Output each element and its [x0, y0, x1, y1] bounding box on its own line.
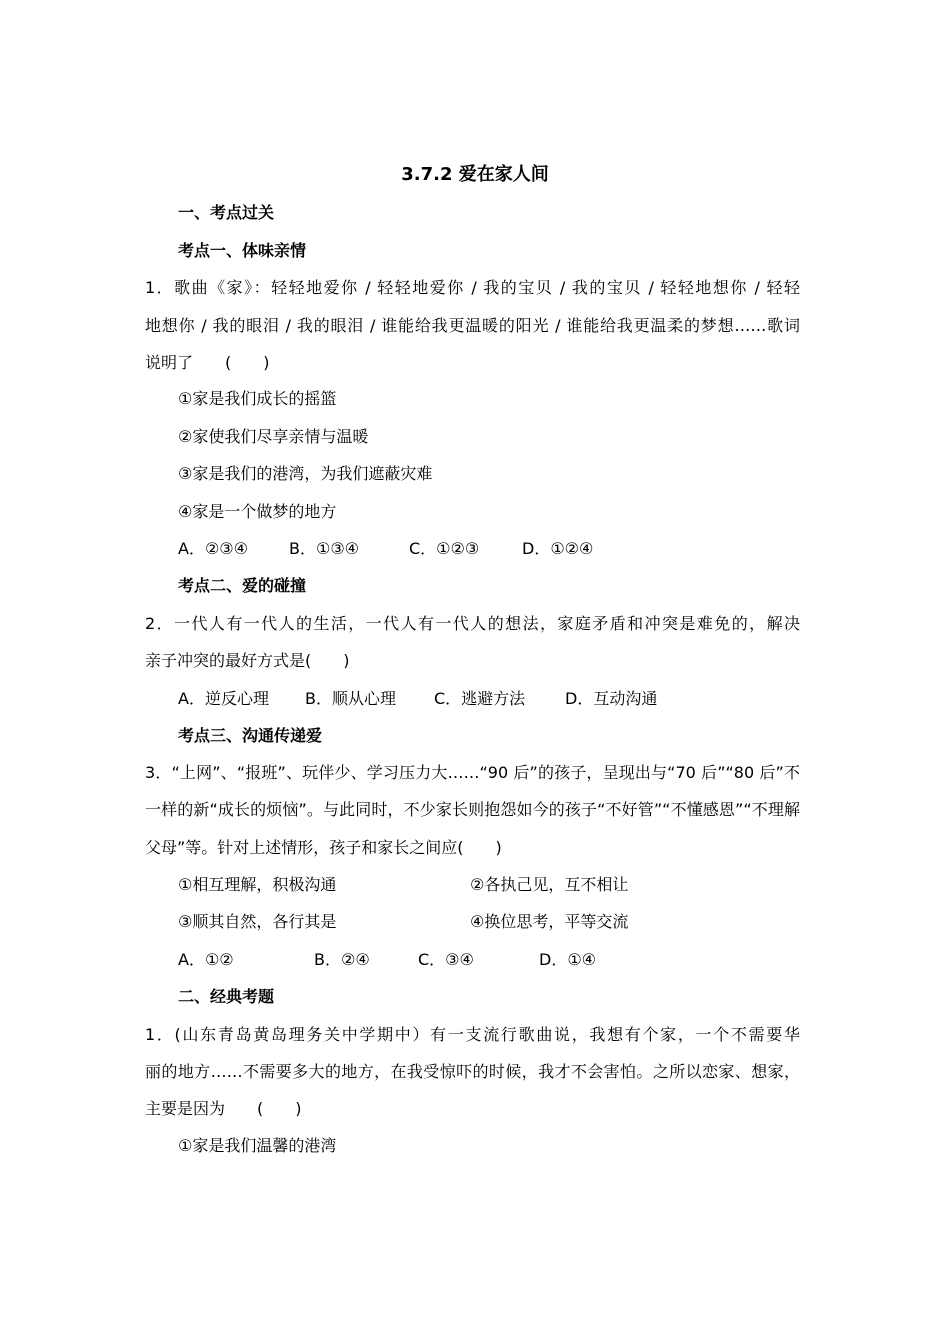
- question-1-choice-c: C．①②③: [409, 539, 480, 558]
- question-1-choice-b: B．①③④: [289, 539, 360, 558]
- question-1-item-1: ①家是我们成长的摇篮: [178, 389, 337, 408]
- question-3-line-3: 父母”等。针对上述情形，孩子和家长之间应( ): [145, 838, 502, 857]
- question-1-choice-a: A．②③④: [178, 539, 248, 558]
- question-1-item-2: ②家使我们尽享亲情与温暖: [178, 427, 369, 446]
- question-3-item-1: ①相互理解，积极沟通: [178, 875, 337, 894]
- question-2-choice-c: C．逃避方法: [434, 689, 526, 708]
- question-1-line-3: 说明了 ( ): [145, 353, 270, 372]
- document-title: 3.7.2 爱在家人间: [401, 164, 549, 185]
- question-2-line-2: 亲子冲突的最好方式是( ): [145, 651, 350, 670]
- question-3-choice-c: C．③④: [418, 950, 474, 969]
- question-2-choice-d: D．互动沟通: [565, 689, 658, 708]
- question-1-line-1: 1．歌曲《家》：轻轻地爱你 / 轻轻地爱你 / 我的宝贝 / 我的宝贝 / 轻轻地想你 / 轻轻: [145, 278, 800, 297]
- point-heading-1: 考点一、体味亲情: [178, 241, 307, 260]
- point-heading-3: 考点三、沟通传递爱: [178, 726, 323, 745]
- question-3-item-3: ③顺其自然，各行其是: [178, 912, 337, 931]
- question-3-line-2: 一样的新“成长的烦恼”。与此同时，不少家长则抱怨如今的孩子“不好管”“不懂感恩”“不理解: [145, 800, 800, 819]
- section-heading-1: 一、考点过关: [178, 203, 275, 222]
- question-1-line-2: 地想你 / 我的眼泪 / 我的眼泪 / 谁能给我更温暖的阳光 / 谁能给我更温柔的梦想……歌词: [145, 316, 800, 335]
- question-3-choice-d: D．①④: [539, 950, 597, 969]
- question-2-line-1: 2．一代人有一代人的生活，一代人有一代人的想法，家庭矛盾和冲突是难免的，解决: [145, 614, 800, 633]
- question-2-choice-b: B．顺从心理: [305, 689, 396, 708]
- point-heading-2: 考点二、爱的碰撞: [178, 576, 307, 595]
- classic-question-1-line-2: 丽的地方……不需要多大的地方，在我受惊吓的时候，我才不会害怕。之所以恋家、想家，: [145, 1062, 800, 1081]
- classic-question-1-line-3: 主要是因为 ( ): [145, 1099, 302, 1118]
- question-3-item-4: ④换位思考，平等交流: [470, 912, 629, 931]
- section-heading-2: 二、经典考题: [178, 987, 275, 1006]
- question-1-choice-d: D．①②④: [522, 539, 594, 558]
- question-3-choice-b: B．②④: [314, 950, 370, 969]
- question-3-choice-a: A．①②: [178, 950, 234, 969]
- question-1-item-3: ③家是我们的港湾，为我们遮蔽灾难: [178, 464, 433, 483]
- question-2-choice-a: A．逆反心理: [178, 689, 269, 708]
- classic-question-1-line-1: 1．(山东青岛黄岛理务关中学期中）有一支流行歌曲说，我想有个家，一个不需要华: [145, 1025, 800, 1044]
- question-1-item-4: ④家是一个做梦的地方: [178, 502, 337, 521]
- question-3-line-1: 3．“上网”、“报班”、玩伴少、学习压力大……“90 后”的孩子，呈现出与“70 后”“80 后”不: [145, 763, 800, 782]
- classic-question-1-item-1: ①家是我们温馨的港湾: [178, 1136, 337, 1155]
- question-3-item-2: ②各执己见，互不相让: [470, 875, 629, 894]
